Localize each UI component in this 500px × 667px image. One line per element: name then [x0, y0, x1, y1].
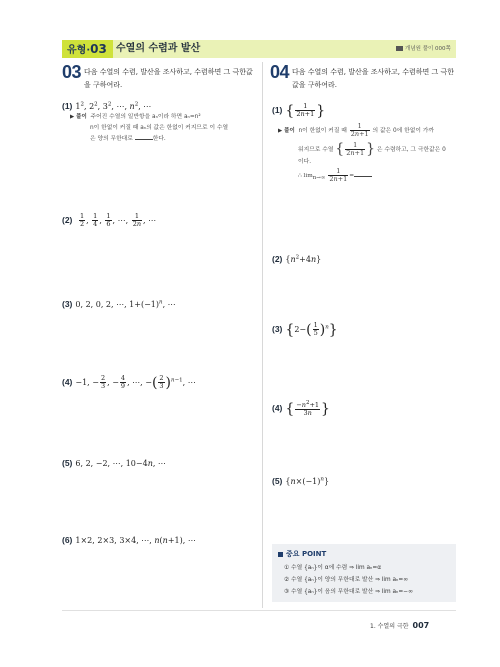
answer-blank: [354, 176, 372, 177]
subproblem-3: (3) {2−( $\frac{1}{5}$ )$^n$}: [272, 321, 338, 338]
key-point-item: ③ 수열 {aₙ}이 음의 무한대로 발산 ⇒ lim aₙ=−∞: [284, 589, 413, 595]
key-point-title: 중요 POINT: [278, 549, 326, 559]
key-point-item: ② 수열 {aₙ}이 양의 무한대로 발산 ⇒ lim aₙ=∞: [284, 577, 409, 583]
subproblem-3: (3) 0, 2, 0, 2, ⋯, $1+(-1)^n$, ⋯: [62, 298, 176, 309]
problem-stem: 다음 수열의 수렴, 발산을 조사하고, 수렴하면 그 극한값을 구하여라.: [84, 68, 253, 89]
section-badge: 유형·03: [62, 40, 113, 58]
solution-reference: 개념원 풀이 000쪽: [396, 40, 451, 58]
footer-rule: [62, 610, 456, 611]
subproblem-2: (2) $\frac{1}{2}$ , $\frac{1}{4}$ , $\frac{1}{6}$ , ⋯, $\frac{1}{2n}$ , ⋯: [62, 212, 157, 228]
subproblem-1: (1) { $\frac{1}{2n+1}$ }: [272, 102, 326, 119]
problem-number: 04: [270, 62, 290, 82]
key-point-item: ① 수열 {aₙ}이 α에 수렴 ⇒ lim aₙ=α: [284, 565, 382, 571]
column-divider: [262, 62, 263, 608]
subproblem-5: (5) 6, 2, −2, ⋯, 10−4n, ⋯: [62, 458, 166, 468]
problem-number: 03: [62, 62, 82, 82]
answer-blank: [135, 139, 153, 140]
solution-hint: ▶ 풀이 n이 한없이 커질 때 $\frac{1}{2n+1}$ 의 값은 0에 한없이 가까 워지므로 수열 { $\frac{1}{2n+1}$ } 은 수렴하고, 그 극한값은 0 이다. ∴ $\lim_{n\to\infty}$ $\frac{1}{2n+1}$ =: [278, 122, 446, 183]
subproblem-2: (2) $\{n^2+4n\}$: [272, 253, 322, 264]
problem-stem: 다음 수열의 수렴, 발산을 조사하고, 수렴하면 그 극한값을 구하여라.: [292, 68, 455, 89]
section-title: 수열의 수렴과 발산: [116, 43, 201, 54]
subproblem-5: (5) $\{n\times(-1)^n\}$: [272, 475, 330, 486]
book-icon: [396, 46, 403, 51]
page-footer: 1. 수열의 극한 007: [370, 621, 430, 630]
subproblem-6: (6) 1×2, 2×3, 3×4, ⋯, n(n+1), ⋯: [62, 535, 196, 545]
page-number: 007: [412, 621, 430, 630]
solution-hint: ▶ 풀이 주어진 수열의 일반항을 aₙ이라 하면 aₙ=n² n이 한없이 커질 때 aₙ의 값은 한없이 커지므로 이 수열 은 양의 무한대로 한다.: [70, 114, 229, 142]
subproblem-1: (1) $1^2$, $2^2$, $3^2$, ⋯, $n^2$, ⋯: [62, 100, 152, 111]
subproblem-4: (4) −1, − $\frac{2}{3}$ , − $\frac{4}{9}$ , ⋯, −( $\frac{2}{3}$ )$^{n-1}$, ⋯: [62, 374, 196, 391]
subproblem-4: (4) { $\frac{-n^2+1}{3n}$ }: [272, 400, 330, 418]
square-bullet-icon: [278, 552, 283, 557]
